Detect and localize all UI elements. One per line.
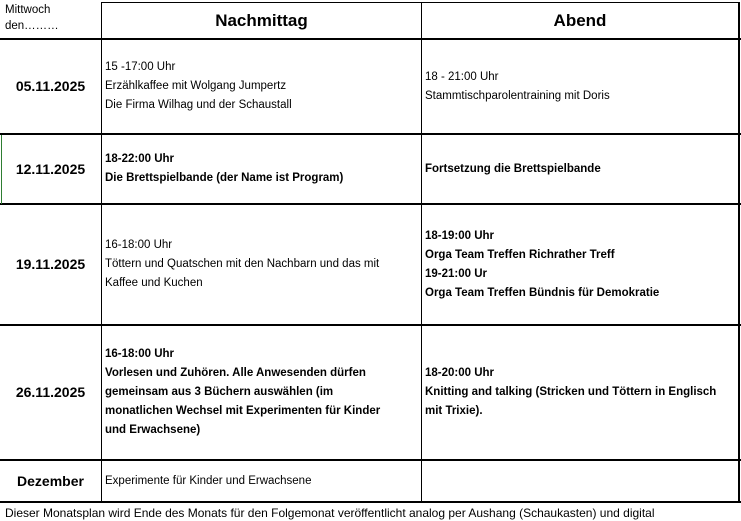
date-cell: 19.11.2025 (15, 256, 86, 272)
evening-event-cell (422, 40, 738, 133)
evening-event-line: 18 - 21:00 Uhr (425, 70, 499, 83)
afternoon-event-line: 16-18:00 Uhr (105, 239, 173, 251)
afternoon-event-line: 16-18:00 Uhr (105, 348, 175, 360)
table-border-right (738, 2, 740, 502)
afternoon-event-line: Die Firma Wilhag und der Schaustall (105, 99, 292, 111)
afternoon-event-line: gemeinsam aus 3 Büchern auswählen (im (105, 386, 334, 398)
date-cell: 26.11.2025 (15, 384, 86, 400)
afternoon-event-cell (102, 461, 421, 501)
afternoon-event-line: Erzählkaffee mit Wolgang Jumpertz (105, 80, 287, 92)
afternoon-header: Nachmittag (215, 11, 308, 30)
evening-event-cell (422, 326, 738, 459)
evening-event-cell (422, 135, 738, 203)
evening-event-cell (422, 461, 738, 501)
afternoon-event-cell (102, 205, 421, 324)
afternoon-event-line: monatlichen Wechsel mit Experimenten für Kinder (105, 405, 381, 417)
footer-note: Dieser Monatsplan wird Ende des Monats für den Folgemonat veröffentlicht analog per Aushang (Schaukasten) und digital (5, 506, 655, 520)
evening-event-line: 19-21:00 Ur (425, 267, 488, 280)
afternoon-event-line: Die Brettspielbande (der Name ist Program) (105, 172, 344, 184)
evening-event-line: Orga Team Treffen Bündnis für Demokratie (425, 286, 660, 299)
evening-event-line: 18-20:00 Uhr (425, 367, 495, 379)
evening-event-cell (422, 205, 738, 324)
evening-event-line: Fortsetzung die Brettspielbande (425, 162, 601, 175)
weekday-header-cell (0, 0, 101, 38)
date-cell: 05.11.2025 (15, 78, 86, 94)
weekday-header-line2: den……… (5, 20, 59, 32)
evening-header: Abend (553, 11, 607, 30)
afternoon-event-line: Töttern und Quatschen mit den Nachbarn und das mit (105, 258, 380, 270)
afternoon-event-line: Experimente für Kinder und Erwachsene (105, 474, 312, 487)
weekday-header-line1: Mittwoch (5, 4, 51, 16)
afternoon-event-cell (102, 326, 421, 459)
afternoon-event-line: 18-22:00 Uhr (105, 153, 175, 165)
date-cell: 12.11.2025 (15, 160, 86, 177)
table-border-bottom (0, 501, 741, 503)
afternoon-event-line: 15 -17:00 Uhr (105, 61, 176, 73)
date-cell: Dezember (17, 472, 84, 489)
evening-event-line: Knitting and talking (Stricken und Töttern in Englisch (425, 386, 717, 398)
evening-event-line: Orga Team Treffen Richrather Treff (425, 248, 615, 261)
afternoon-event-line: und Erwachsene) (105, 424, 201, 436)
afternoon-event-cell (102, 40, 421, 133)
afternoon-event-cell (102, 135, 421, 203)
evening-event-line: Stammtischparolentraining mit Doris (425, 89, 610, 102)
afternoon-event-line: Kaffee und Kuchen (105, 277, 203, 289)
evening-event-line: 18-19:00 Uhr (425, 229, 495, 242)
evening-event-line: mit Trixie). (425, 405, 483, 417)
afternoon-event-line: Vorlesen und Zuhören. Alle Anwesenden dürfen (105, 367, 366, 379)
